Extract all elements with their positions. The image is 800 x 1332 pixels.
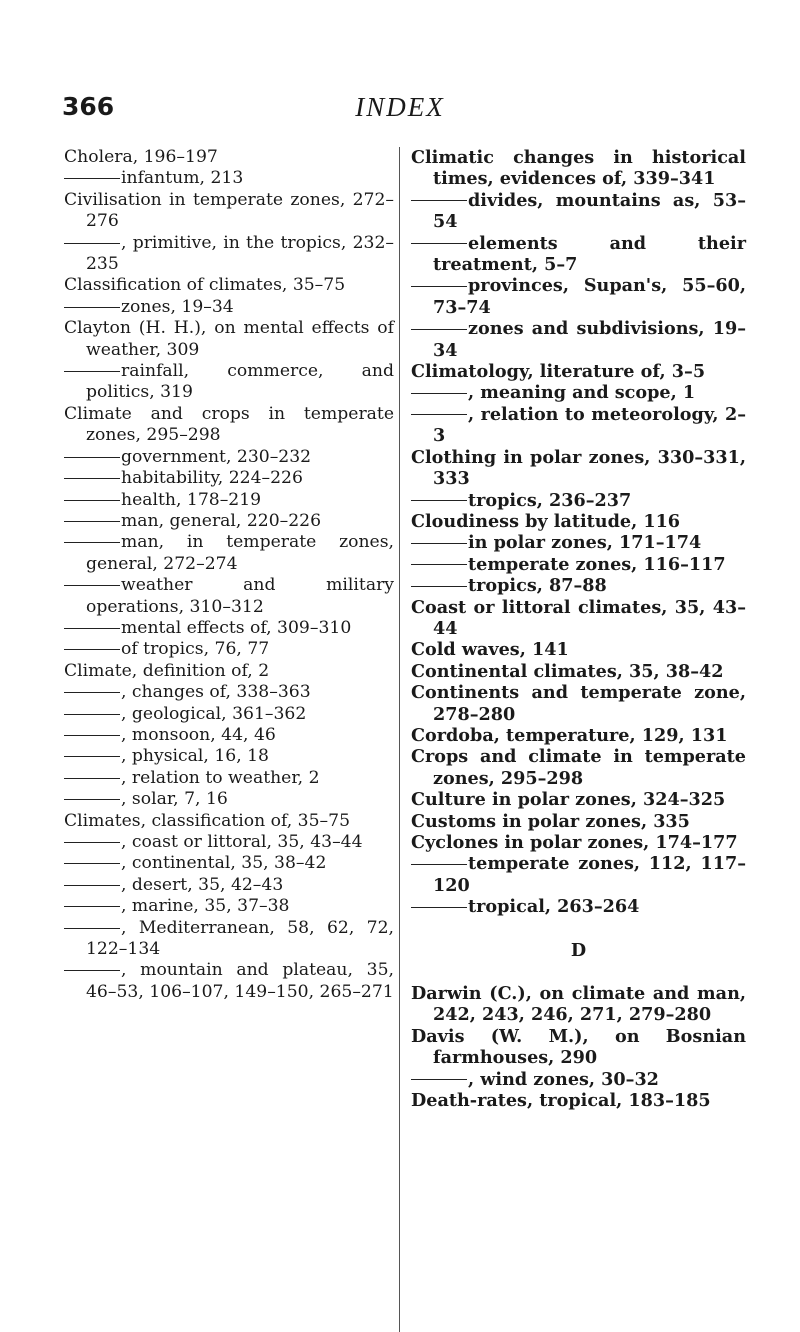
entry-text: infantum, 213	[121, 168, 244, 189]
ditto-dash	[64, 542, 120, 543]
index-entry	[64, 275, 394, 296]
ditto-dash	[411, 907, 467, 908]
entry-text: tropical, 263–264	[468, 896, 640, 918]
entry-text: , relation to meteorology, 2–3	[433, 403, 746, 447]
index-column-left	[64, 147, 394, 1003]
entry-text: , continental, 35, 38–42	[121, 853, 327, 874]
ditto-dash	[64, 178, 120, 179]
entry-text: government, 230–232	[121, 446, 312, 467]
index-entry	[64, 811, 394, 832]
ditto-dash	[64, 735, 120, 736]
ditto-dash	[411, 586, 467, 587]
entry-text: , coast or littoral, 35, 43–44	[121, 832, 363, 852]
entry-text: Death-rates, tropical, 183–185	[411, 1090, 711, 1112]
entry-text: of tropics, 76, 77	[121, 639, 270, 660]
ditto-dash	[64, 478, 120, 479]
index-entry	[411, 725, 746, 746]
entry-text: , mountain and plateau, 35, 46–53, 106–107, 149–150, 265–271	[86, 960, 394, 1002]
entry-text: , physical, 16, 18	[121, 746, 269, 767]
ditto-dash	[411, 286, 467, 287]
ditto-dash	[64, 714, 120, 715]
index-entry	[411, 1026, 746, 1069]
entry-text: Cyclones in polar zones, 174–177	[411, 832, 738, 853]
entry-text: Cloudiness by latitude, 116	[411, 510, 681, 532]
entry-text: D	[570, 939, 587, 961]
entry-text: man, general, 220–226	[121, 510, 322, 531]
index-entry	[411, 361, 746, 382]
entry-text: tropics, 87–88	[468, 575, 607, 597]
ditto-dash	[411, 564, 467, 565]
entry-text: Coast or littoral climates, 35, 43–44	[411, 596, 746, 639]
page-number: 366	[62, 92, 115, 121]
entry-text: Climates, classification of, 35–75	[64, 810, 351, 831]
ditto-dash	[64, 457, 120, 458]
index-subentry	[64, 490, 394, 511]
index-subentry	[64, 361, 394, 404]
index-subentry	[64, 447, 394, 468]
entry-text: Climatology, literature of, 3–5	[411, 361, 706, 383]
entry-text: , monsoon, 44, 46	[121, 724, 276, 745]
entry-text: habitability, 224–226	[121, 468, 303, 489]
entry-text: Cordoba, temperature, 129, 131	[411, 724, 728, 746]
section-letter	[411, 940, 746, 961]
index-subentry	[64, 918, 394, 961]
index-subentry	[64, 704, 394, 725]
ditto-dash	[411, 393, 467, 394]
index-subentry	[64, 233, 394, 276]
index-subentry	[411, 318, 746, 361]
entry-text: zones and subdivisions, 19–34	[433, 318, 746, 361]
index-subentry	[411, 382, 746, 403]
ditto-dash	[411, 243, 467, 244]
entry-text: provinces, Supan's, 55–60, 73–74	[433, 275, 746, 318]
index-subentry	[411, 532, 746, 553]
index-entry	[411, 811, 746, 832]
entry-text: Cold waves, 141	[411, 639, 569, 661]
index-entry	[64, 318, 394, 361]
index-subentry	[64, 682, 394, 703]
ditto-dash	[64, 521, 120, 522]
index-entry	[411, 639, 746, 660]
entry-text: Customs in polar zones, 335	[411, 810, 690, 832]
index-entry	[64, 404, 394, 447]
entry-text: , geological, 361–362	[121, 703, 307, 724]
entry-text: Darwin (C.), on climate and man, 242, 243, 246, 271, 279–280	[411, 983, 746, 1026]
index-subentry	[411, 554, 746, 575]
index-subentry	[64, 618, 394, 639]
index-subentry	[64, 575, 394, 618]
entry-text: , changes of, 338–363	[121, 682, 311, 703]
ditto-dash	[64, 778, 120, 779]
index-entry	[411, 511, 746, 532]
entry-text: , marine, 35, 37–38	[121, 896, 290, 917]
entry-text: mental effects of, 309–310	[121, 617, 352, 638]
entry-text: weather and military operations, 310–312	[86, 575, 394, 617]
index-subentry	[411, 490, 746, 511]
index-subentry	[64, 725, 394, 746]
ditto-dash	[64, 863, 120, 864]
entry-text: Continents and temperate zone, 278–280	[411, 682, 746, 725]
index-entry	[64, 661, 394, 682]
index-entry	[64, 190, 394, 233]
index-entry	[411, 147, 746, 190]
ditto-dash	[64, 928, 120, 929]
entry-text: temperate zones, 116–117	[468, 553, 726, 575]
index-subentry	[64, 511, 394, 532]
index-subentry	[64, 168, 394, 189]
index-subentry	[64, 746, 394, 767]
index-subentry	[64, 789, 394, 810]
entry-text: , solar, 7, 16	[121, 789, 228, 810]
entry-text: Civilisation in temperate zones, 272–276	[64, 189, 394, 232]
ditto-dash	[64, 649, 120, 650]
ditto-dash	[64, 307, 120, 308]
entry-text: , Mediterranean, 58, 62, 72, 122–134	[86, 917, 394, 960]
entry-text: man, in temperate zones, general, 272–274	[86, 532, 394, 574]
entry-text: Climatic changes in historical times, evidences of, 339–341	[411, 147, 746, 190]
entry-text: temperate zones, 112, 117–120	[433, 853, 746, 896]
ditto-dash	[411, 543, 467, 544]
entry-text: rainfall, commerce, and politics, 319	[86, 361, 394, 403]
entry-text: zones, 19–34	[121, 296, 234, 317]
index-subentry	[411, 896, 746, 917]
ditto-dash	[64, 842, 120, 843]
index-entry	[411, 1090, 746, 1111]
entry-text: divides, mountains as, 53–54	[433, 189, 746, 233]
ditto-dash	[64, 585, 120, 586]
index-subentry	[411, 233, 746, 276]
index-subentry	[64, 875, 394, 896]
ditto-dash	[64, 799, 120, 800]
entry-text: Cholera, 196–197	[64, 147, 218, 167]
index-subentry	[411, 190, 746, 233]
index-entry	[411, 983, 746, 1026]
entry-text: , meaning and scope, 1	[468, 382, 696, 404]
index-entry	[411, 832, 746, 853]
entry-text: Culture in polar zones, 324–325	[411, 789, 726, 811]
ditto-dash	[64, 243, 120, 244]
ditto-dash	[411, 500, 467, 501]
entry-text: , primitive, in the tropics, 232–235	[86, 232, 394, 275]
ditto-dash	[64, 756, 120, 757]
page-title: INDEX	[355, 92, 445, 122]
index-subentry	[64, 639, 394, 660]
index-subentry	[64, 832, 394, 853]
ditto-dash	[411, 329, 467, 330]
index-subentry	[411, 1069, 746, 1090]
ditto-dash	[411, 414, 467, 415]
index-subentry	[64, 853, 394, 874]
ditto-dash	[411, 200, 467, 201]
column-divider	[399, 147, 400, 1332]
ditto-dash	[64, 628, 120, 629]
index-subentry	[411, 404, 746, 447]
index-subentry	[64, 297, 394, 318]
entry-text: Crops and climate in temperate zones, 295–298	[411, 746, 746, 789]
ditto-dash	[64, 371, 120, 372]
entry-text: Clothing in polar zones, 330–331, 333	[411, 446, 746, 490]
entry-text: health, 178–219	[121, 489, 262, 510]
index-subentry	[64, 532, 394, 575]
entry-text: in polar zones, 171–174	[468, 532, 702, 554]
entry-text: elements and their treatment, 5–7	[433, 232, 746, 276]
entry-text: , wind zones, 30–32	[468, 1068, 659, 1090]
index-entry	[411, 746, 746, 789]
page-header	[0, 90, 800, 130]
ditto-dash	[64, 970, 120, 971]
ditto-dash	[64, 906, 120, 907]
index-subentry	[64, 896, 394, 917]
ditto-dash	[64, 692, 120, 693]
entry-text: Continental climates, 35, 38–42	[411, 660, 724, 682]
index-subentry	[64, 960, 394, 1003]
entry-text: , relation to weather, 2	[121, 767, 320, 788]
ditto-dash	[411, 864, 467, 865]
entry-text: Climate and crops in temperate zones, 295–298	[64, 403, 394, 446]
index-subentry	[411, 575, 746, 596]
index-column-right	[411, 147, 746, 1111]
index-subentry	[411, 275, 746, 318]
index-entry	[64, 147, 394, 168]
index-entry	[411, 789, 746, 810]
index-entry	[411, 682, 746, 725]
index-subentry	[64, 768, 394, 789]
ditto-dash	[64, 500, 120, 501]
ditto-dash	[411, 1079, 467, 1080]
index-entry	[411, 661, 746, 682]
index-entry	[411, 597, 746, 640]
index-subentry	[411, 853, 746, 896]
ditto-dash	[64, 885, 120, 886]
index-subentry	[64, 468, 394, 489]
entry-text: Clayton (H. H.), on mental effects of weather, 309	[64, 318, 394, 360]
entry-text: tropics, 236–237	[468, 489, 632, 511]
entry-text: , desert, 35, 42–43	[121, 874, 284, 895]
index-entry	[411, 447, 746, 490]
entry-text: Davis (W. M.), on Bosnian farmhouses, 290	[411, 1025, 746, 1069]
entry-text: Climate, definition of, 2	[64, 660, 270, 681]
entry-text: Classification of climates, 35–75	[64, 275, 346, 296]
